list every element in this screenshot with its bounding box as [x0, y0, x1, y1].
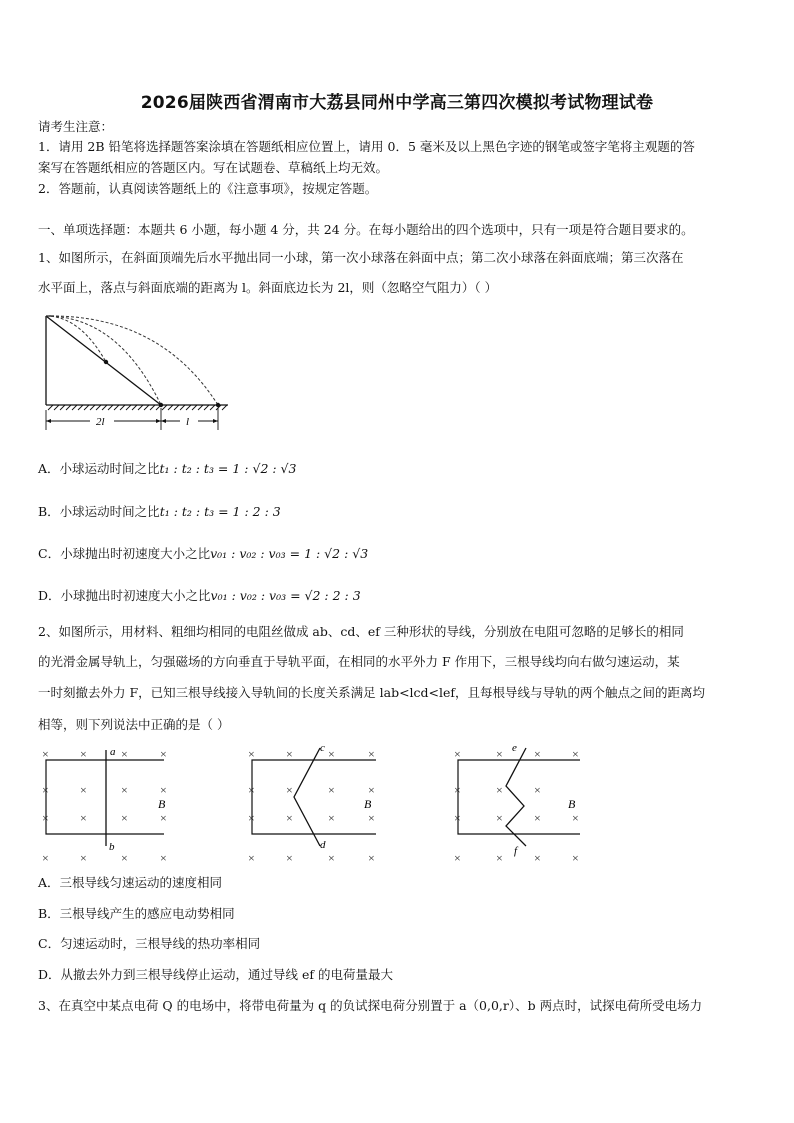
svg-text:×: ×: [368, 851, 375, 865]
ground-hatching: [48, 405, 227, 410]
svg-text:×: ×: [328, 747, 335, 761]
svg-text:×: ×: [496, 851, 503, 865]
conductor-cd: [294, 748, 320, 846]
svg-text:×: ×: [42, 811, 49, 825]
svg-text:×: ×: [160, 747, 167, 761]
svg-text:×: ×: [534, 747, 541, 761]
svg-text:×: ×: [534, 851, 541, 865]
svg-text:×: ×: [248, 851, 255, 865]
notice-item-1-line-1: 1．请用 2B 铅笔将选择题答案涂填在答题纸相应位置上，请用 0．5 毫米及以上黑色字迹的钢笔或签字笔将主观题的答: [38, 139, 695, 154]
svg-text:×: ×: [368, 811, 375, 825]
label-2l: 2l: [96, 416, 105, 428]
svg-text:×: ×: [248, 811, 255, 825]
svg-text:×: ×: [121, 783, 128, 797]
svg-text:×: ×: [42, 747, 49, 761]
option-c-text: C．小球抛出时初速度大小之比: [38, 546, 211, 561]
svg-text:×: ×: [80, 747, 87, 761]
svg-text:×: ×: [286, 811, 293, 825]
svg-text:×: ×: [42, 783, 49, 797]
svg-text:×: ×: [248, 783, 255, 797]
q2-option-a[interactable]: A．三根导线匀速运动的速度相同: [38, 875, 223, 890]
landing-point-1: [104, 360, 108, 364]
rails-panel-3: [458, 760, 580, 834]
dim-arrow: [161, 419, 166, 423]
svg-text:×: ×: [368, 783, 375, 797]
svg-text:×: ×: [572, 811, 579, 825]
dim-arrow: [46, 419, 51, 423]
notice-item-2: 2．答题前，认真阅读答题纸上的《注意事项》，按规定答题。: [38, 181, 378, 196]
q1-line-1: 1、如图所示，在斜面顶端先后水平抛出同一小球，第一次小球落在斜面中点；第二次小球落在斜面底端；第三次落在: [38, 250, 684, 265]
q1-option-a[interactable]: [38, 459, 296, 479]
q2-option-c[interactable]: C．匀速运动时，三根导线的热功率相同: [38, 936, 261, 951]
rails-panel-2: [252, 760, 376, 834]
svg-text:×: ×: [534, 811, 541, 825]
svg-text:×: ×: [534, 783, 541, 797]
svg-text:×: ×: [454, 811, 461, 825]
svg-text:×: ×: [160, 783, 167, 797]
label-b: b: [109, 841, 115, 853]
q3-line-1: 3、在真空中某点电荷 Q 的电场中，将带电荷量为 q 的负试探电荷分别置于 a（0,0,r）、b 两点时，试探电荷所受电场力: [38, 998, 703, 1013]
svg-text:×: ×: [160, 851, 167, 865]
svg-text:×: ×: [121, 747, 128, 761]
option-c-formula: v₀₁ : v₀₂ : v₀₃ = 1 : √2 : √3: [210, 546, 369, 561]
dim-arrow: [156, 419, 161, 423]
option-a-formula: t₁ : t₂ : t₃ = 1 : √2 : √3: [159, 461, 297, 476]
svg-text:×: ×: [80, 811, 87, 825]
q1-incline-figure: [40, 310, 235, 435]
trajectory-3: [46, 316, 218, 405]
q2-line-3: 一时刻撤去外力 F，已知三根导线接入导轨间的长度关系满足 lab<lcd<lef，且每根导线与导轨的两个触点之间的距离均: [38, 685, 706, 700]
option-d-formula: v₀₁ : v₀₂ : v₀₃ = √2 : 2 : 3: [210, 588, 361, 603]
svg-text:×: ×: [454, 851, 461, 865]
label-e: e: [512, 742, 517, 754]
svg-text:×: ×: [328, 783, 335, 797]
q2-rails-figure: [36, 742, 596, 867]
svg-text:×: ×: [80, 783, 87, 797]
svg-text:×: ×: [248, 747, 255, 761]
landing-point-3: [216, 403, 220, 407]
svg-text:×: ×: [328, 851, 335, 865]
svg-text:×: ×: [286, 851, 293, 865]
incline-surface: [46, 316, 161, 405]
svg-text:×: ×: [286, 783, 293, 797]
landing-point-2: [159, 403, 163, 407]
section-heading: 一、单项选择题：本题共 6 小题，每小题 4 分，共 24 分。在每小题给出的四个选项中，只有一项是符合题目要求的。: [38, 222, 694, 237]
label-d: d: [320, 839, 326, 851]
label-a: a: [110, 746, 116, 758]
dim-arrow: [213, 419, 218, 423]
svg-text:×: ×: [454, 783, 461, 797]
page-title: 2026届陕西省渭南市大荔县同州中学高三第四次模拟考试物理试卷: [140, 93, 654, 113]
svg-text:×: ×: [42, 851, 49, 865]
svg-text:×: ×: [80, 851, 87, 865]
label-f: f: [514, 845, 518, 857]
label-l: l: [186, 416, 190, 428]
svg-text:×: ×: [454, 747, 461, 761]
svg-text:×: ×: [496, 747, 503, 761]
q1-option-b[interactable]: [38, 502, 281, 522]
label-B-1: B: [158, 797, 166, 811]
option-a-text: A．小球运动时间之比: [38, 461, 160, 476]
svg-text:×: ×: [160, 811, 167, 825]
q2-line-1: 2、如图所示，用材料、粗细均相同的电阻丝做成 ab、cd、ef 三种形状的导线，分别放在电阻可忽略的足够长的相同: [38, 624, 684, 639]
q2-option-b[interactable]: B．三根导线产生的感应电动势相同: [38, 906, 235, 921]
svg-text:×: ×: [572, 851, 579, 865]
label-B-2: B: [364, 797, 372, 811]
svg-text:×: ×: [328, 811, 335, 825]
label-B-3: B: [568, 797, 576, 811]
q1-line-2: 水平面上，落点与斜面底端的距离为 l。斜面底边长为 2l，则（忽略空气阻力）（ ）: [38, 280, 498, 295]
svg-text:×: ×: [496, 783, 503, 797]
q1-option-c[interactable]: [38, 544, 368, 564]
q1-option-d[interactable]: [38, 586, 361, 606]
q2-line-2: 的光滑金属导轨上，匀强磁场的方向垂直于导轨平面，在相同的水平外力 F 作用下，三根导线均向右做匀速运动，某: [38, 654, 680, 669]
svg-text:×: ×: [496, 811, 503, 825]
field-crosses: [42, 747, 579, 865]
option-b-formula: t₁ : t₂ : t₃ = 1 : 2 : 3: [159, 504, 281, 519]
svg-text:×: ×: [572, 747, 579, 761]
svg-text:×: ×: [121, 851, 128, 865]
svg-text:×: ×: [121, 811, 128, 825]
conductor-ef: [506, 748, 526, 846]
q2-line-4: 相等，则下列说法中正确的是（ ）: [38, 717, 230, 732]
svg-text:×: ×: [286, 747, 293, 761]
notice-item-1-line-2: 案写在答题纸相应的答题区内。写在试题卷、草稿纸上均无效。: [38, 160, 389, 175]
label-c: c: [320, 742, 325, 754]
option-d-text: D．小球抛出时初速度大小之比: [38, 588, 211, 603]
q2-option-d[interactable]: D．从撤去外力到三根导线停止运动，通过导线 ef 的电荷量最大: [38, 967, 393, 982]
option-b-text: B．小球运动时间之比: [38, 504, 160, 519]
rails-panel-1: [46, 760, 164, 834]
svg-text:×: ×: [368, 747, 375, 761]
notice-heading: 请考生注意：: [38, 119, 114, 134]
